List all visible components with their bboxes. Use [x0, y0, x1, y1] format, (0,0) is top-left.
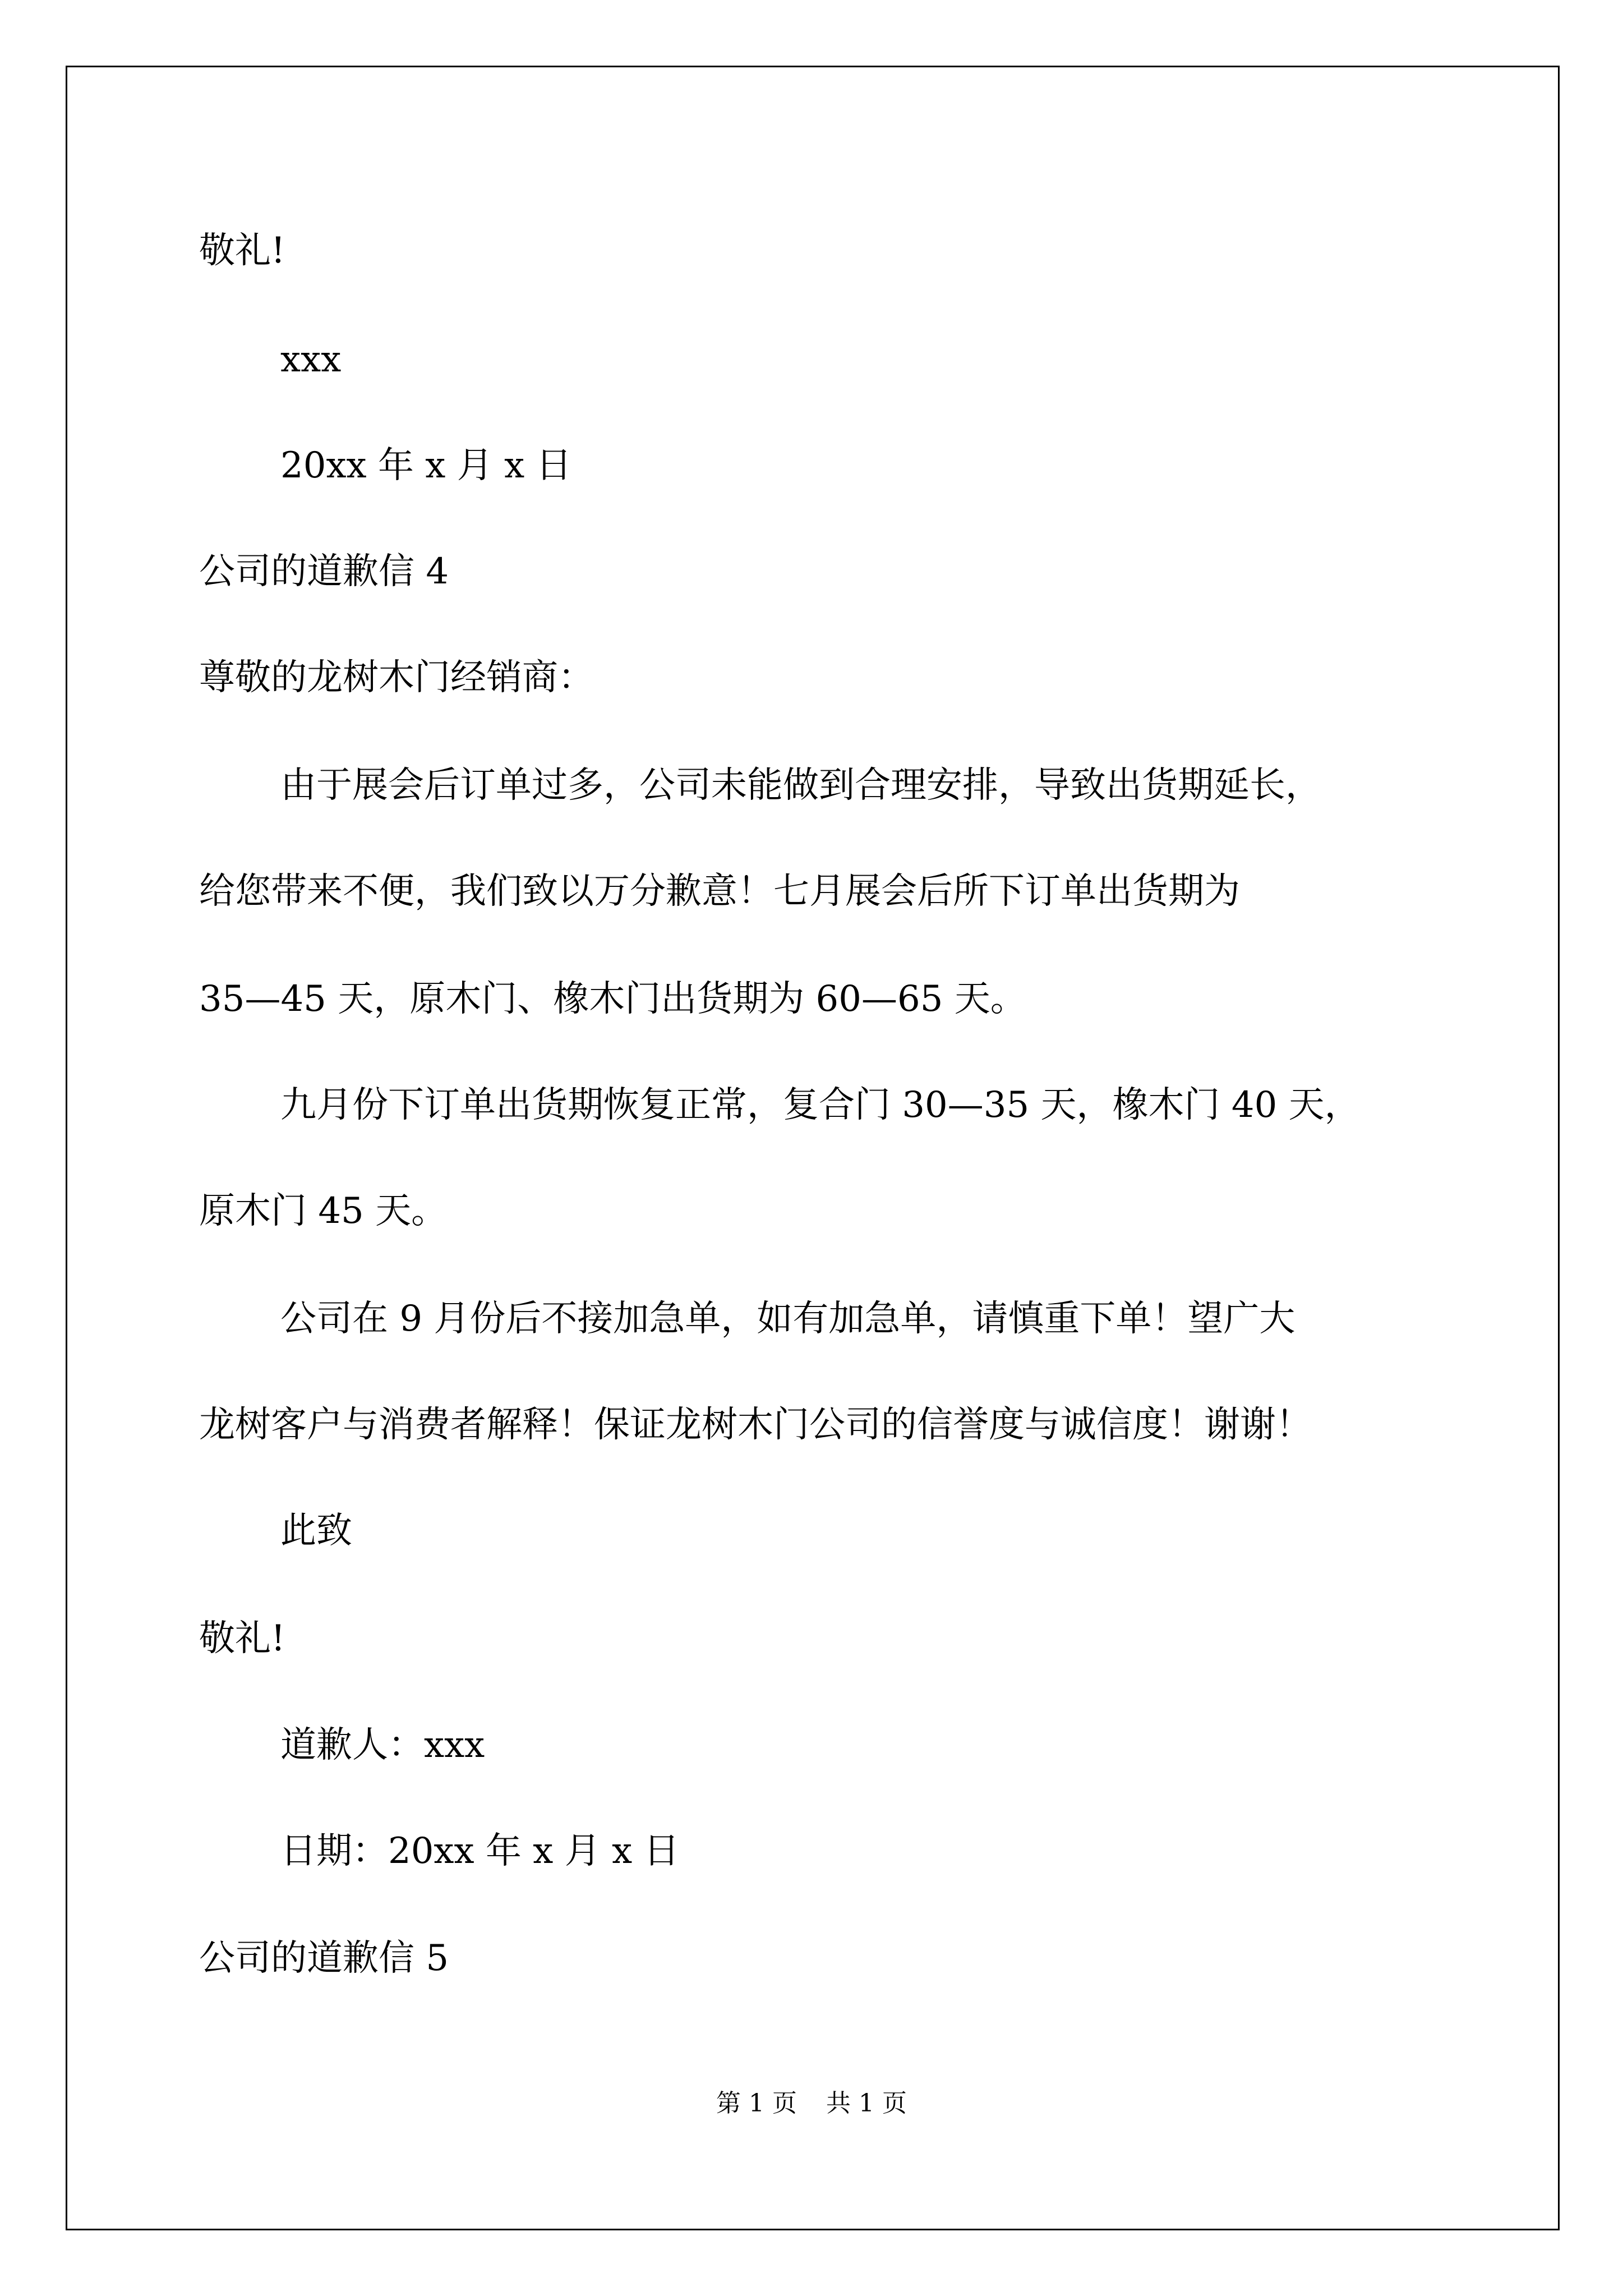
- body-paragraph-line: 35—45 天，原木门、橡木门出货期为 60—65 天。: [199, 978, 1026, 1020]
- body-paragraph-line: 九月份下订单出货期恢复正常，复合门 30—35 天，橡木门 40 天，: [280, 1084, 1361, 1126]
- page-footer: [0, 2088, 1623, 2119]
- body-paragraph-line: 由于展会后订单过多，公司未能做到合理安排，导致出货期延长，: [280, 765, 1321, 806]
- letter-heading: 公司的道歉信 5: [199, 1938, 449, 1979]
- signature-name: 道歉人：xxx: [280, 1724, 485, 1766]
- page-number: 第 1 页: [716, 2089, 797, 2118]
- closing-phrase: 此致: [280, 1510, 352, 1552]
- signature-date: 日期：20xx 年 x 月 x 日: [280, 1830, 680, 1872]
- signature-name: xxx: [280, 339, 342, 380]
- salutation: 尊敬的龙树木门经销商：: [199, 657, 594, 698]
- body-paragraph-line: 龙树客户与消费者解释！保证龙树木门公司的信誉度与诚信度！谢谢！: [199, 1404, 1312, 1446]
- body-paragraph-line: 给您带来不便，我们致以万分歉意！七月展会后所下订单出货期为: [199, 871, 1240, 912]
- body-paragraph-line: 原木门 45 天。: [199, 1190, 448, 1232]
- page-total: 共 1 页: [826, 2089, 907, 2118]
- body-paragraph-line: 公司在 9 月份后不接加急单，如有加急单，请慎重下单！望广大: [280, 1298, 1295, 1340]
- closing-salute: 敬礼!: [199, 230, 285, 272]
- page-border: [66, 66, 1560, 2230]
- letter-heading: 公司的道歉信 4: [199, 551, 449, 592]
- closing-salute: 敬礼!: [199, 1618, 285, 1659]
- signature-date: 20xx 年 x 月 x 日: [280, 445, 572, 486]
